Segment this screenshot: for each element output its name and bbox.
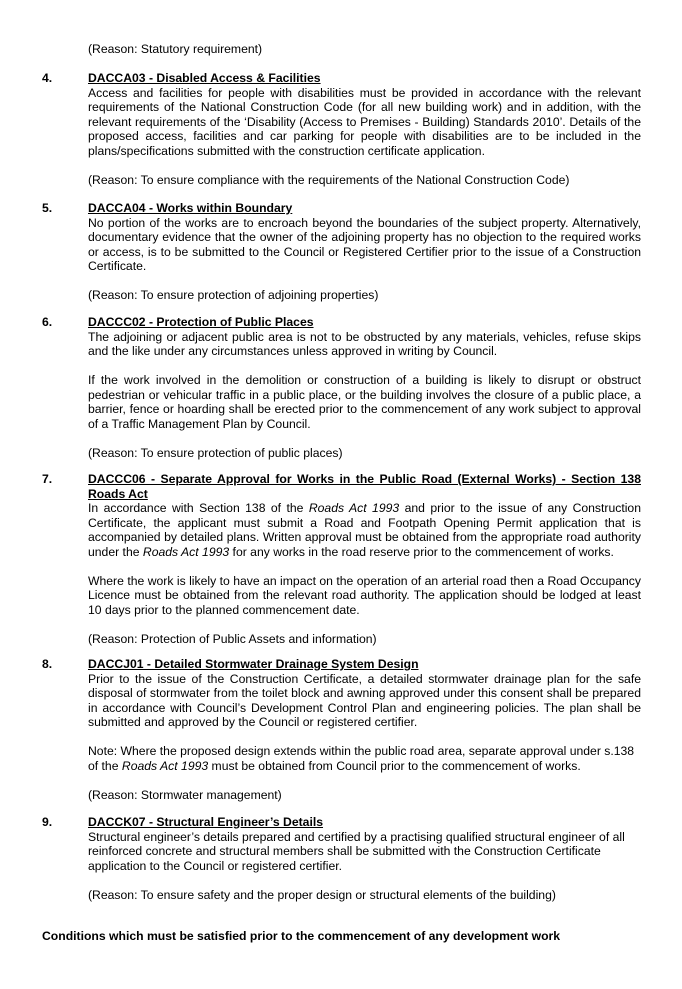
condition-reason: (Reason: Protection of Public Assets and information) — [88, 631, 377, 646]
reason-statutory: (Reason: Statutory requirement) — [88, 42, 263, 56]
condition-paragraph: If the work involved in the demolition or construction of a building is likely to disrupt or obstruct pedestrian or vehicular traffic in a public place, or the building involves the closure of a public place, a barrier, fence or hoarding shall be erected prior to the commencement of any work subject to approval of a Traffic Management Plan by Council. — [88, 372, 641, 431]
condition-paragraph: Structural engineer’s details prepared and certified by a practising qualified structural engineer of all reinforced concrete and structural members shall be submitted with the Construction Certificate application to the Council or registered certifier. — [88, 829, 625, 873]
condition-note: Note: Where the proposed design extends within the public road area, separate approval under s.138 of the Roads Act 1993 must be obtained from Council prior to the commencement of works. — [88, 744, 635, 773]
condition-paragraph: Access and facilities for people with disabilities must be provided in accordance with the relevant requirements of the National Construction Code (for all new building work) and in addition, with the relevant requirements of the ‘Disability (Access to Premises - Building) Standards 2010’. Details of the proposed access, facilities and car parking for people with disabilities are to be included in the plans/specifications submitted with the construction certificate application. — [88, 85, 641, 158]
act-name: Roads Act 1993 — [142, 544, 230, 559]
condition-number: 8. — [42, 657, 53, 671]
condition-reason: (Reason: Stormwater management) — [88, 787, 282, 802]
condition-paragraph: No portion of the works are to encroach beyond the boundaries of the subject property. Alternatively, documentary evidence that the owner of the adjoining property has no objection to the required works or access, is to be submitted to the Council or Registered Certifier prior to the issue of a Construction Certificate. — [88, 215, 641, 274]
condition-number: 6. — [42, 315, 53, 329]
condition-paragraph: In accordance with Section 138 of the Roads Act 1993 and prior to the issue of any Construction Certificate, the applicant must submit a Road and Footpath Opening Permit application that is accompanied by detailed plans. Written approval must be obtained from the appropriate road authority under the Roads Act 1993 for any works in the road reserve prior to the commencement of works. — [88, 501, 641, 559]
condition-number: 7. — [42, 472, 53, 486]
condition-reason: (Reason: To ensure protection of adjoining properties) — [88, 288, 379, 303]
condition-title: DACCA03 - Disabled Access & Facilities — [88, 71, 321, 85]
condition-title: DACCC02 - Protection of Public Places — [88, 315, 314, 329]
section-heading: Conditions which must be satisfied prior to the commencement of any development work — [42, 929, 561, 943]
condition-number: 9. — [42, 815, 53, 829]
condition-number: 5. — [42, 201, 53, 215]
act-name: Roads Act 1993 — [121, 758, 209, 773]
condition-reason: (Reason: To ensure compliance with the requirements of the National Construction Code) — [88, 172, 570, 187]
condition-title: DACCA04 - Works within Boundary — [88, 201, 293, 215]
condition-title: DACCJ01 - Detailed Stormwater Drainage System Design — [88, 657, 419, 671]
condition-title: DACCC06 - Separate Approval for Works in the Public Road (External Works) - Section 138 Roads Act — [88, 472, 641, 501]
condition-paragraph: Prior to the issue of the Construction Certificate, a detailed stormwater drainage plan for the safe disposal of stormwater from the toilet block and awning approved under this consent shall be prepared in accordance with Council’s Development Control Plan and engineering policies. The plan shall be submitted and approved by the Council or registered certifier. — [88, 671, 641, 730]
condition-title: DACCK07 - Structural Engineer’s Details — [88, 815, 324, 829]
condition-reason: (Reason: To ensure protection of public places) — [88, 445, 343, 460]
condition-reason: (Reason: To ensure safety and the proper design or structural elements of the building) — [88, 887, 556, 902]
condition-paragraph: The adjoining or adjacent public area is not to be obstructed by any materials, vehicles, refuse skips and the like under any circumstances unless approved in writing by Council. — [88, 329, 641, 359]
act-name: Roads Act 1993 — [308, 501, 400, 516]
condition-paragraph: Where the work is likely to have an impact on the operation of an arterial road then a Road Occupancy Licence must be obtained from the relevant road authority. The application should be lodged at least 10 days prior to the planned commencement date. — [88, 573, 641, 617]
condition-number: 4. — [42, 71, 53, 85]
